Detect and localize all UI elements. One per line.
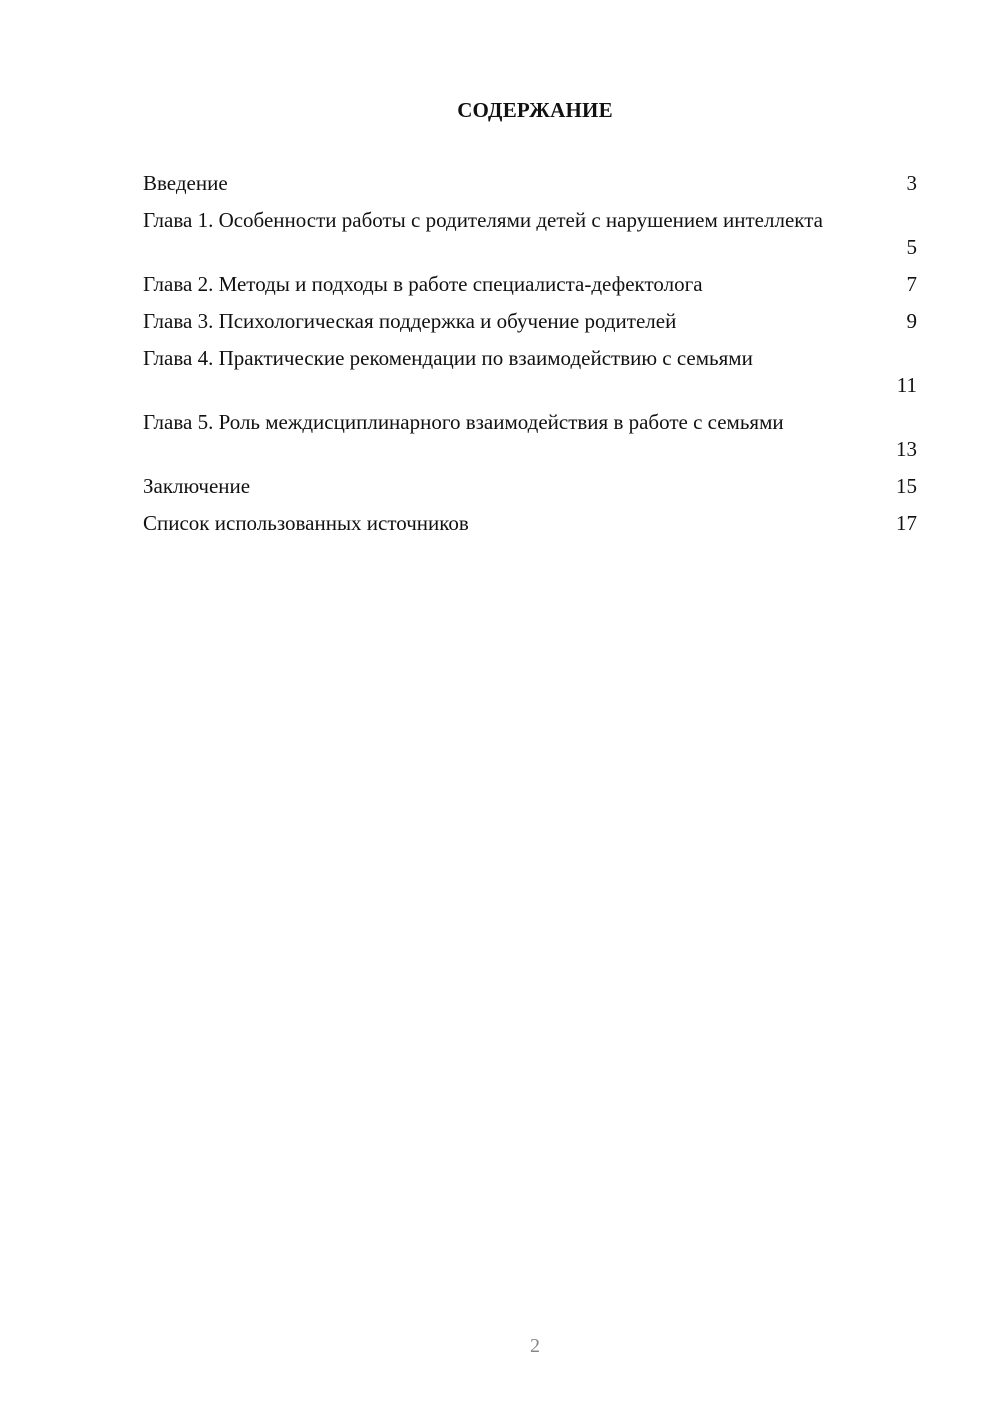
toc-entry-chapter-4 <box>143 345 920 399</box>
toc-entry-page: 9 <box>906 309 917 333</box>
toc-entry-chapter-2 <box>143 271 920 298</box>
toc-entry-title: Глава 5. Роль междисциплинарного взаимодействия в работе с семьями <box>143 410 784 434</box>
toc-entry-chapter-3 <box>143 308 920 335</box>
toc-entry-page: 3 <box>906 171 917 195</box>
toc-entry-title: Глава 2. Методы и подходы в работе специалиста-дефектолога <box>143 272 703 296</box>
page-number: 2 <box>530 1335 540 1357</box>
toc-entry-page: 13 <box>896 437 917 461</box>
toc-entry-chapter-1 <box>143 207 920 261</box>
toc-entry-introduction <box>143 170 920 197</box>
toc-heading: СОДЕРЖАНИЕ <box>457 98 613 122</box>
toc-entry-page: 15 <box>896 474 917 498</box>
toc-entry-chapter-5 <box>143 409 920 463</box>
toc-entry-page: 5 <box>906 235 917 259</box>
toc-entry-conclusion <box>143 473 920 500</box>
toc-entry-title: Глава 3. Психологическая поддержка и обучение родителей <box>143 309 677 333</box>
table-of-contents <box>143 170 920 537</box>
toc-entry-title: Список использованных источников <box>143 511 469 535</box>
toc-entry-page: 7 <box>906 272 917 296</box>
toc-entry-title: Введение <box>143 171 228 195</box>
toc-entry-title: Глава 4. Практические рекомендации по взаимодействию с семьями <box>143 346 753 370</box>
toc-entry-page: 17 <box>896 511 917 535</box>
toc-entry-references <box>143 510 920 537</box>
toc-entry-page: 11 <box>896 373 917 397</box>
toc-entry-title: Глава 1. Особенности работы с родителями детей с нарушением интеллекта <box>143 208 823 232</box>
toc-entry-title: Заключение <box>143 474 251 498</box>
